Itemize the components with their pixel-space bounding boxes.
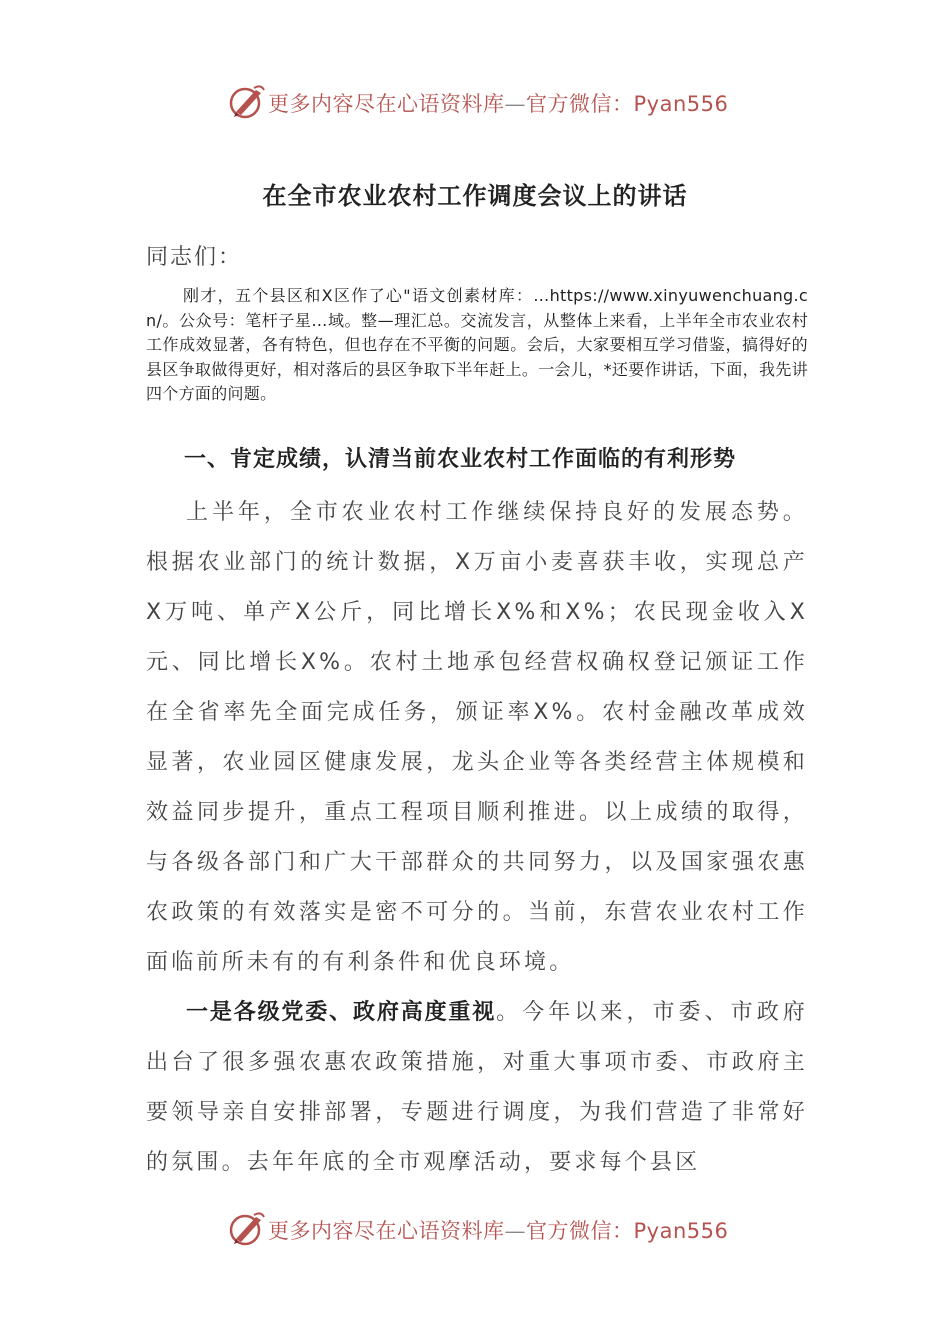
pen-logo-icon xyxy=(228,1211,266,1247)
section-heading: 一、肯定成绩，认清当前农业农村工作面临的有利形势 xyxy=(184,447,737,472)
banner-wechat-id: Pyan556 xyxy=(633,1219,729,1243)
salutation: 同志们： xyxy=(146,245,243,270)
banner-wechat-label: 官方微信： xyxy=(526,92,634,116)
body-paragraph-2 xyxy=(146,988,808,1188)
document-title: 在全市农业农村工作调度会议上的讲话 xyxy=(262,182,688,210)
banner-wechat-label: 官方微信： xyxy=(526,1219,634,1243)
paragraph-rest: 。今年以来，市委、市政府出台了很多强农惠农政策措施，对重大事项市委、市政府主要领导亲自安排部署，专题进行调度，为我们营造了非常好的氛围。去年年底的全市观摩活动，要求每个县区 xyxy=(146,1000,808,1175)
banner-separator: — xyxy=(504,92,526,116)
intro-paragraph: 刚才，五个县区和X区作了心"语文创素材库：…https://www.xinyuwenchuang.cn/。公众号：笔杆子星…域。整—理汇总。交流发言，从整体上来看，上半年全市农业农村工作成效显著，各有特色，但也存在不平衡的问题。会后，大家要相互学习借鉴，搞得好的县区争取做得更好，相对落后的县区争取下半年赶上。一会儿，*还要作讲话，下面，我先讲四个方面的问题。 xyxy=(146,286,808,403)
pen-logo-icon xyxy=(228,84,266,120)
body-paragraph: 上半年，全市农业农村工作继续保持良好的发展态势。根据农业部门的统计数据，X万亩小麦喜获丰收，实现总产X万吨、单产X公斤，同比增长X%和X%；农民现金收入X元、同比增长X%。农村土地承包经营权确权登记颁证工作在全省率先全面完成任务，颁证率X%。农村金融改革成效显著，农业园区健康发展，龙头企业等各类经营主体规模和效益同步提升，重点工程项目顺利推进。以上成绩的取得，与各级各部门和广大干部群众的共同努力，以及国家强农惠农政策的有效落实是密不可分的。当前，东营农业农村工作面临前所未有的有利条件和优良环境。 xyxy=(146,500,808,975)
banner-text: 更多内容尽在心语资料库 xyxy=(268,92,505,116)
banner-text: 更多内容尽在心语资料库 xyxy=(268,1219,505,1243)
banner-separator: — xyxy=(504,1219,526,1243)
paragraph-lead: 一是各级党委、政府高度重视 xyxy=(186,1000,497,1025)
banner-wechat-id: Pyan556 xyxy=(633,92,729,116)
footer-banner xyxy=(0,1209,950,1249)
header-banner xyxy=(0,82,950,122)
